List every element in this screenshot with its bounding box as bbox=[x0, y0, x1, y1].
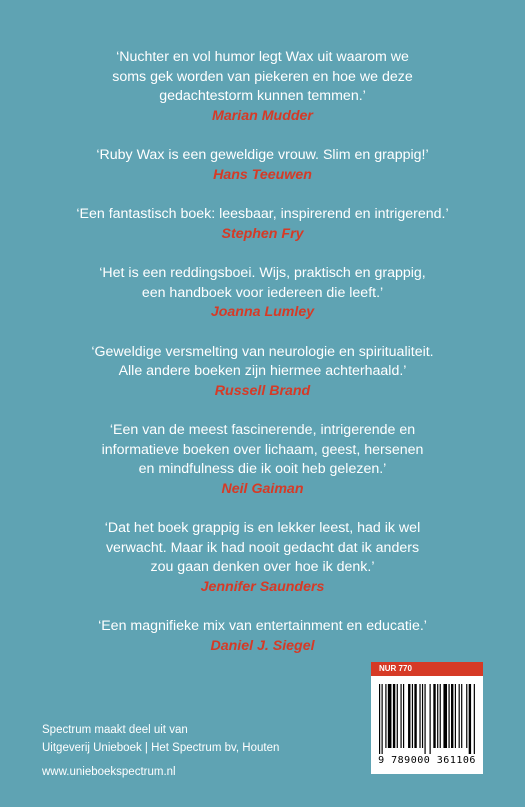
quote-author: Russell Brand bbox=[214, 382, 311, 399]
barcode-bar bbox=[443, 684, 447, 748]
quote-author: Stephen Fry bbox=[221, 225, 304, 242]
barcode-bar bbox=[461, 684, 462, 748]
quote bbox=[0, 146, 525, 185]
barcode-bar bbox=[385, 684, 386, 748]
quote-author: Jennifer Saunders bbox=[200, 578, 325, 595]
publisher-website: www.unieboekspectrum.nl bbox=[42, 766, 176, 778]
barcode-bar bbox=[422, 684, 423, 748]
barcode-bar bbox=[469, 684, 471, 754]
quote bbox=[0, 48, 525, 126]
quote-text: ‘Dat het boek grappig is en lekker leest, had ik wel verwacht. Maar ik had nooit gedacht dat ik anders zou gaan denken over hoe ik denk.’ bbox=[104, 520, 421, 575]
quote-text: ‘Ruby Wax is een geweldige vrouw. Slim en grappig!’ bbox=[96, 147, 429, 163]
quote bbox=[0, 617, 525, 656]
publisher-info: Spectrum maakt deel uit van Uitgeverij Unieboek | Het Spectrum bv, Houten bbox=[42, 724, 280, 754]
quote-author: Hans Teeuwen bbox=[213, 166, 312, 183]
barcode-bar bbox=[430, 684, 431, 754]
quote-text: ‘Een van de meest fascinerende, intrigerende en informatieve boeken over lichaam, geest, hersenen en mindfulness die ik ooit heb gelezen.’ bbox=[101, 422, 424, 477]
barcode-bar bbox=[451, 684, 453, 748]
barcode-graphic bbox=[379, 684, 475, 754]
barcode-bar bbox=[382, 684, 383, 754]
quote-author: Neil Gaiman bbox=[221, 480, 304, 497]
quote-author: Daniel J. Siegel bbox=[210, 637, 315, 654]
barcode-box bbox=[371, 662, 483, 774]
quote-author: Joanna Lumley bbox=[210, 304, 315, 320]
nur-label: NUR 770 bbox=[371, 662, 483, 676]
barcode-bar bbox=[419, 684, 420, 748]
barcode-bar bbox=[459, 684, 460, 748]
quote-text: ‘Geweldige versmelting van neurologie en spiritualiteit. Alle andere boeken zijn hiermee achterhaald.’ bbox=[91, 343, 434, 379]
isbn-number: 9 789000 361106 bbox=[378, 755, 476, 766]
quote-text: ‘Nuchter en vol humor legt Wax uit waarom we soms gek worden van piekeren en hoe we deze gedachtestorm kunnen temmen.’ bbox=[112, 49, 413, 104]
barcode-bar bbox=[379, 684, 380, 754]
quotes-section bbox=[0, 48, 525, 676]
barcode-bar bbox=[455, 684, 456, 748]
barcode-bar bbox=[474, 684, 475, 754]
barcode-bar bbox=[397, 684, 398, 748]
barcode-bar bbox=[437, 684, 438, 748]
quote bbox=[0, 205, 525, 244]
barcode-bar bbox=[414, 684, 416, 748]
barcode-bar bbox=[393, 684, 395, 748]
quote bbox=[0, 343, 525, 402]
barcode-bar bbox=[400, 684, 401, 748]
quote-text: ‘Het is een reddingsboei. Wijs, praktisch en grappig, een handboek voor iedereen die leeft.’ bbox=[99, 265, 426, 301]
quote-text: ‘Een magnifieke mix van entertainment en educatie.’ bbox=[98, 618, 427, 634]
barcode-bar bbox=[388, 684, 392, 748]
barcode-bar bbox=[448, 684, 449, 748]
barcode-bar bbox=[466, 684, 467, 748]
barcode-bar bbox=[403, 684, 404, 748]
barcode-bar bbox=[408, 684, 410, 748]
barcode-bar bbox=[433, 684, 435, 748]
barcode-bar bbox=[412, 684, 413, 748]
barcode-bar bbox=[424, 684, 425, 754]
quote-text: ‘Een fantastisch boek: leesbaar, inspirerend en intrigerend.’ bbox=[76, 206, 449, 222]
quote bbox=[0, 519, 525, 597]
barcode-bar bbox=[440, 684, 441, 748]
quote-author: Marian Mudder bbox=[212, 107, 313, 124]
quote bbox=[0, 264, 525, 323]
quote bbox=[0, 421, 525, 499]
